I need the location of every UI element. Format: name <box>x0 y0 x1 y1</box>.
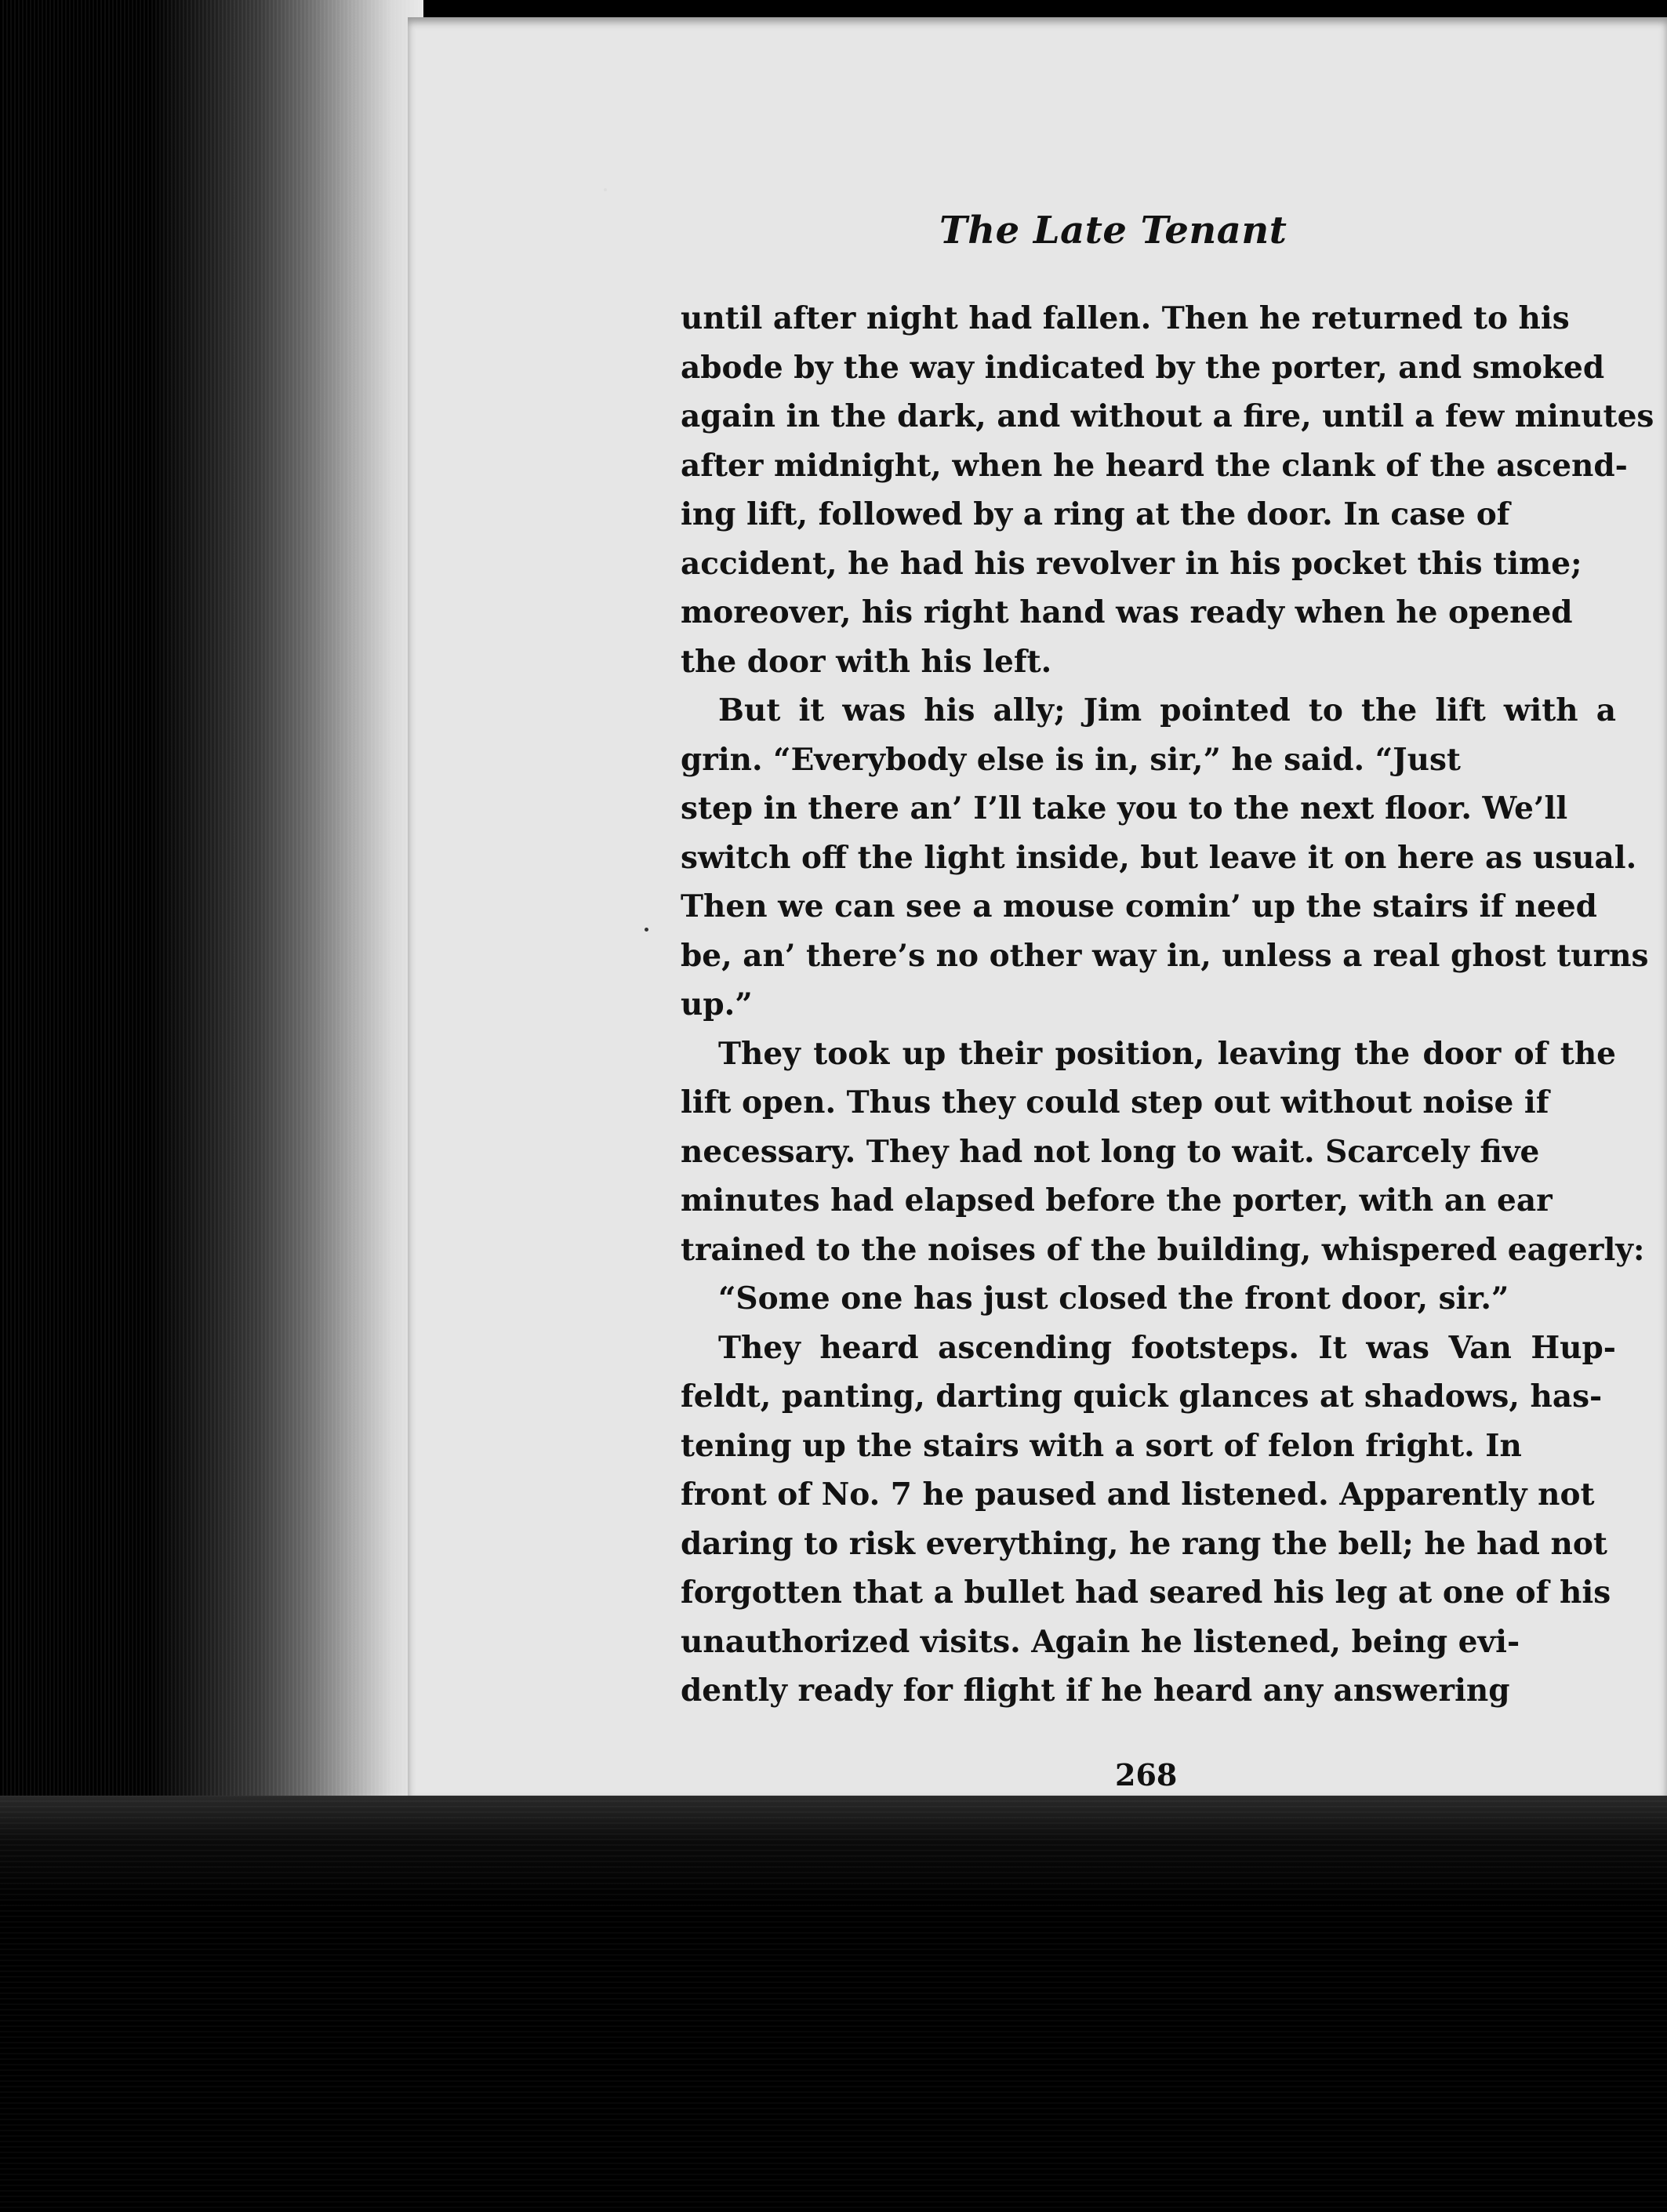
text-line: They took up their position, leaving the door of the <box>718 1036 1616 1072</box>
text-line: after midnight, when he heard the clank of the ascend- <box>681 448 1628 484</box>
text-line: minutes had elapsed before the porter, with an ear <box>681 1182 1553 1219</box>
text-line: switch off the light inside, but leave it on here as usual. <box>681 840 1637 876</box>
running-header: The Late Tenant <box>939 209 1287 252</box>
text-line: accident, he had his revolver in his pocket this time; <box>681 546 1582 582</box>
text-line: be, an’ there’s no other way in, unless a real ghost turns <box>681 938 1649 974</box>
dust-speck <box>604 188 607 191</box>
text-line: up.” <box>681 986 753 1022</box>
text-line: daring to risk everything, he rang the bell; he had not <box>681 1526 1607 1562</box>
bottom-edge-shadow <box>0 1796 1667 2212</box>
text-line: grin. “Everybody else is in, sir,” he said. “Just <box>681 742 1461 778</box>
text-line: They heard ascending footsteps. It was Van Hup- <box>718 1330 1616 1366</box>
text-line: tening up the stairs with a sort of felon fright. In <box>681 1428 1522 1464</box>
text-line: step in there an’ I’ll take you to the next floor. We’ll <box>681 790 1568 826</box>
text-line: forgotten that a bullet had seared his leg at one of his <box>681 1575 1611 1611</box>
text-line: Then we can see a mouse comin’ up the stairs if need <box>681 888 1597 924</box>
text-line: trained to the noises of the building, whispered eagerly: <box>681 1232 1645 1268</box>
text-line: unauthorized visits. Again he listened, being evi- <box>681 1624 1520 1660</box>
text-line: abode by the way indicated by the porter, and smoked <box>681 350 1605 386</box>
text-line: the door with his left. <box>681 644 1052 680</box>
text-line: front of No. 7 he paused and listened. Apparently not <box>681 1476 1595 1513</box>
text-line: feldt, panting, darting quick glances at shadows, has- <box>681 1378 1603 1415</box>
text-line: until after night had fallen. Then he returned to his <box>681 300 1570 336</box>
text-line: dently ready for flight if he heard any answering <box>681 1673 1510 1709</box>
dust-speck <box>645 928 648 932</box>
text-line: But it was his ally; Jim pointed to the lift with a <box>718 692 1616 728</box>
text-line: ing lift, followed by a ring at the door. In case of <box>681 496 1510 532</box>
text-line: necessary. They had not long to wait. Scarcely five <box>681 1134 1540 1170</box>
text-line: lift open. Thus they could step out without noise if <box>681 1084 1549 1121</box>
text-line: moreover, his right hand was ready when he opened <box>681 594 1573 630</box>
text-line: again in the dark, and without a fire, until a few minutes <box>681 398 1654 434</box>
text-line: “Some one has just closed the front door, sir.” <box>718 1280 1509 1317</box>
page-number: 268 <box>1115 1757 1178 1792</box>
